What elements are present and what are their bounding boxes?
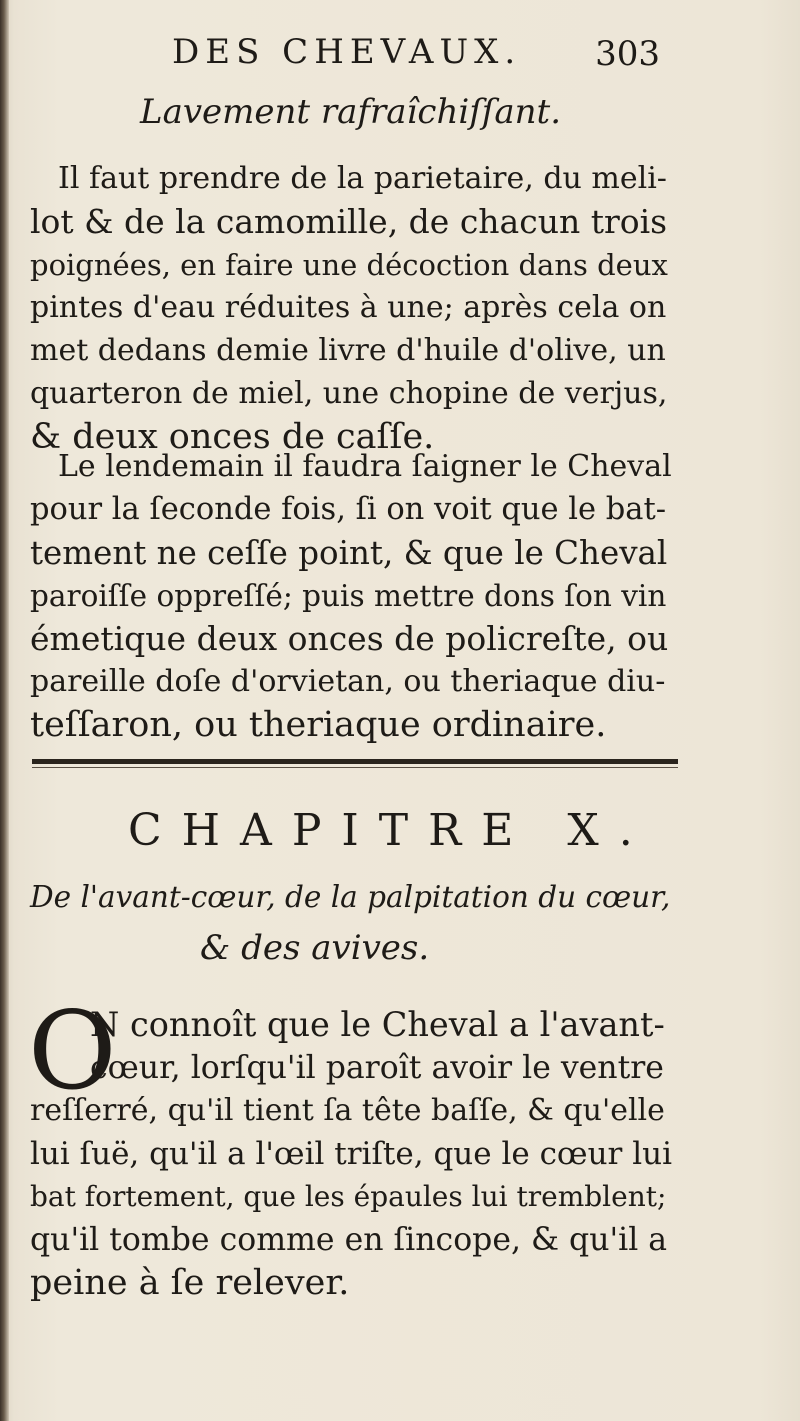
- text-line: reſſerré, qu'il tient ſa tête baſſe, & qu'elle: [30, 1093, 665, 1128]
- text-line: pareille doſe d'orvietan, ou theriaque diu-: [30, 664, 666, 699]
- chapter-divider-rule: [32, 759, 678, 764]
- text-line: émetique deux onces de policreſte, ou: [30, 619, 669, 658]
- running-head-title: DES CHEVAUX.: [172, 32, 522, 72]
- text-line: Il faut prendre de la parietaire, du meli-: [58, 161, 667, 196]
- chapter-divider-thin-rule: [32, 767, 678, 768]
- text-line: pintes d'eau réduites à une; après cela on: [30, 290, 667, 325]
- text-line: pour la ſeconde fois, ſi on voit que le bat-: [30, 492, 667, 527]
- text-line: teſſaron, ou theriaque ordinaire.: [30, 705, 607, 745]
- running-head: [150, 28, 660, 78]
- chapter-subheading-line-1: De l'avant-cœur, de la palpitation du cœur,: [30, 880, 671, 914]
- binding-gutter: [0, 0, 9, 1421]
- text-line: bat fortement, que les épaules lui tremblent;: [30, 1180, 667, 1213]
- text-line: qu'il tombe comme en ſincope, & qu'il a: [30, 1222, 668, 1258]
- text-line: Le lendemain il faudra ſaigner le Cheval: [58, 449, 672, 484]
- text-line: tement ne ceſſe point, & que le Cheval: [30, 534, 668, 572]
- text-line: paroiſſe oppreſſé; puis mettre dons ſon vin: [30, 579, 667, 613]
- drop-cap: O: [28, 989, 117, 1114]
- text-line: met dedans demie livre d'huile d'olive, un: [30, 333, 666, 368]
- text-line: poignées, en faire une décoction dans deux: [30, 248, 668, 282]
- text-line: peine à ſe relever.: [30, 1263, 350, 1303]
- text-line: quarteron de miel, une chopine de verjus,: [30, 376, 668, 411]
- text-line: N connoît que le Cheval a l'avant-: [90, 1005, 665, 1044]
- section-subtitle: Lavement rafraîchiſſant.: [140, 92, 562, 132]
- text-line: lot & de la camomille, de chacun trois: [30, 202, 668, 241]
- text-line: & deux onces de caſſe.: [30, 417, 435, 457]
- chapter-heading: CHAPITRE X.: [128, 805, 653, 856]
- text-line: lui ſuë, qu'il a l'œil triſte, que le cœur lui: [30, 1136, 673, 1172]
- chapter-subheading-line-2: & des avives.: [200, 928, 430, 968]
- text-line: cœur, lorſqu'il paroît avoir le ventre: [90, 1050, 664, 1086]
- page-number: 303: [595, 34, 660, 74]
